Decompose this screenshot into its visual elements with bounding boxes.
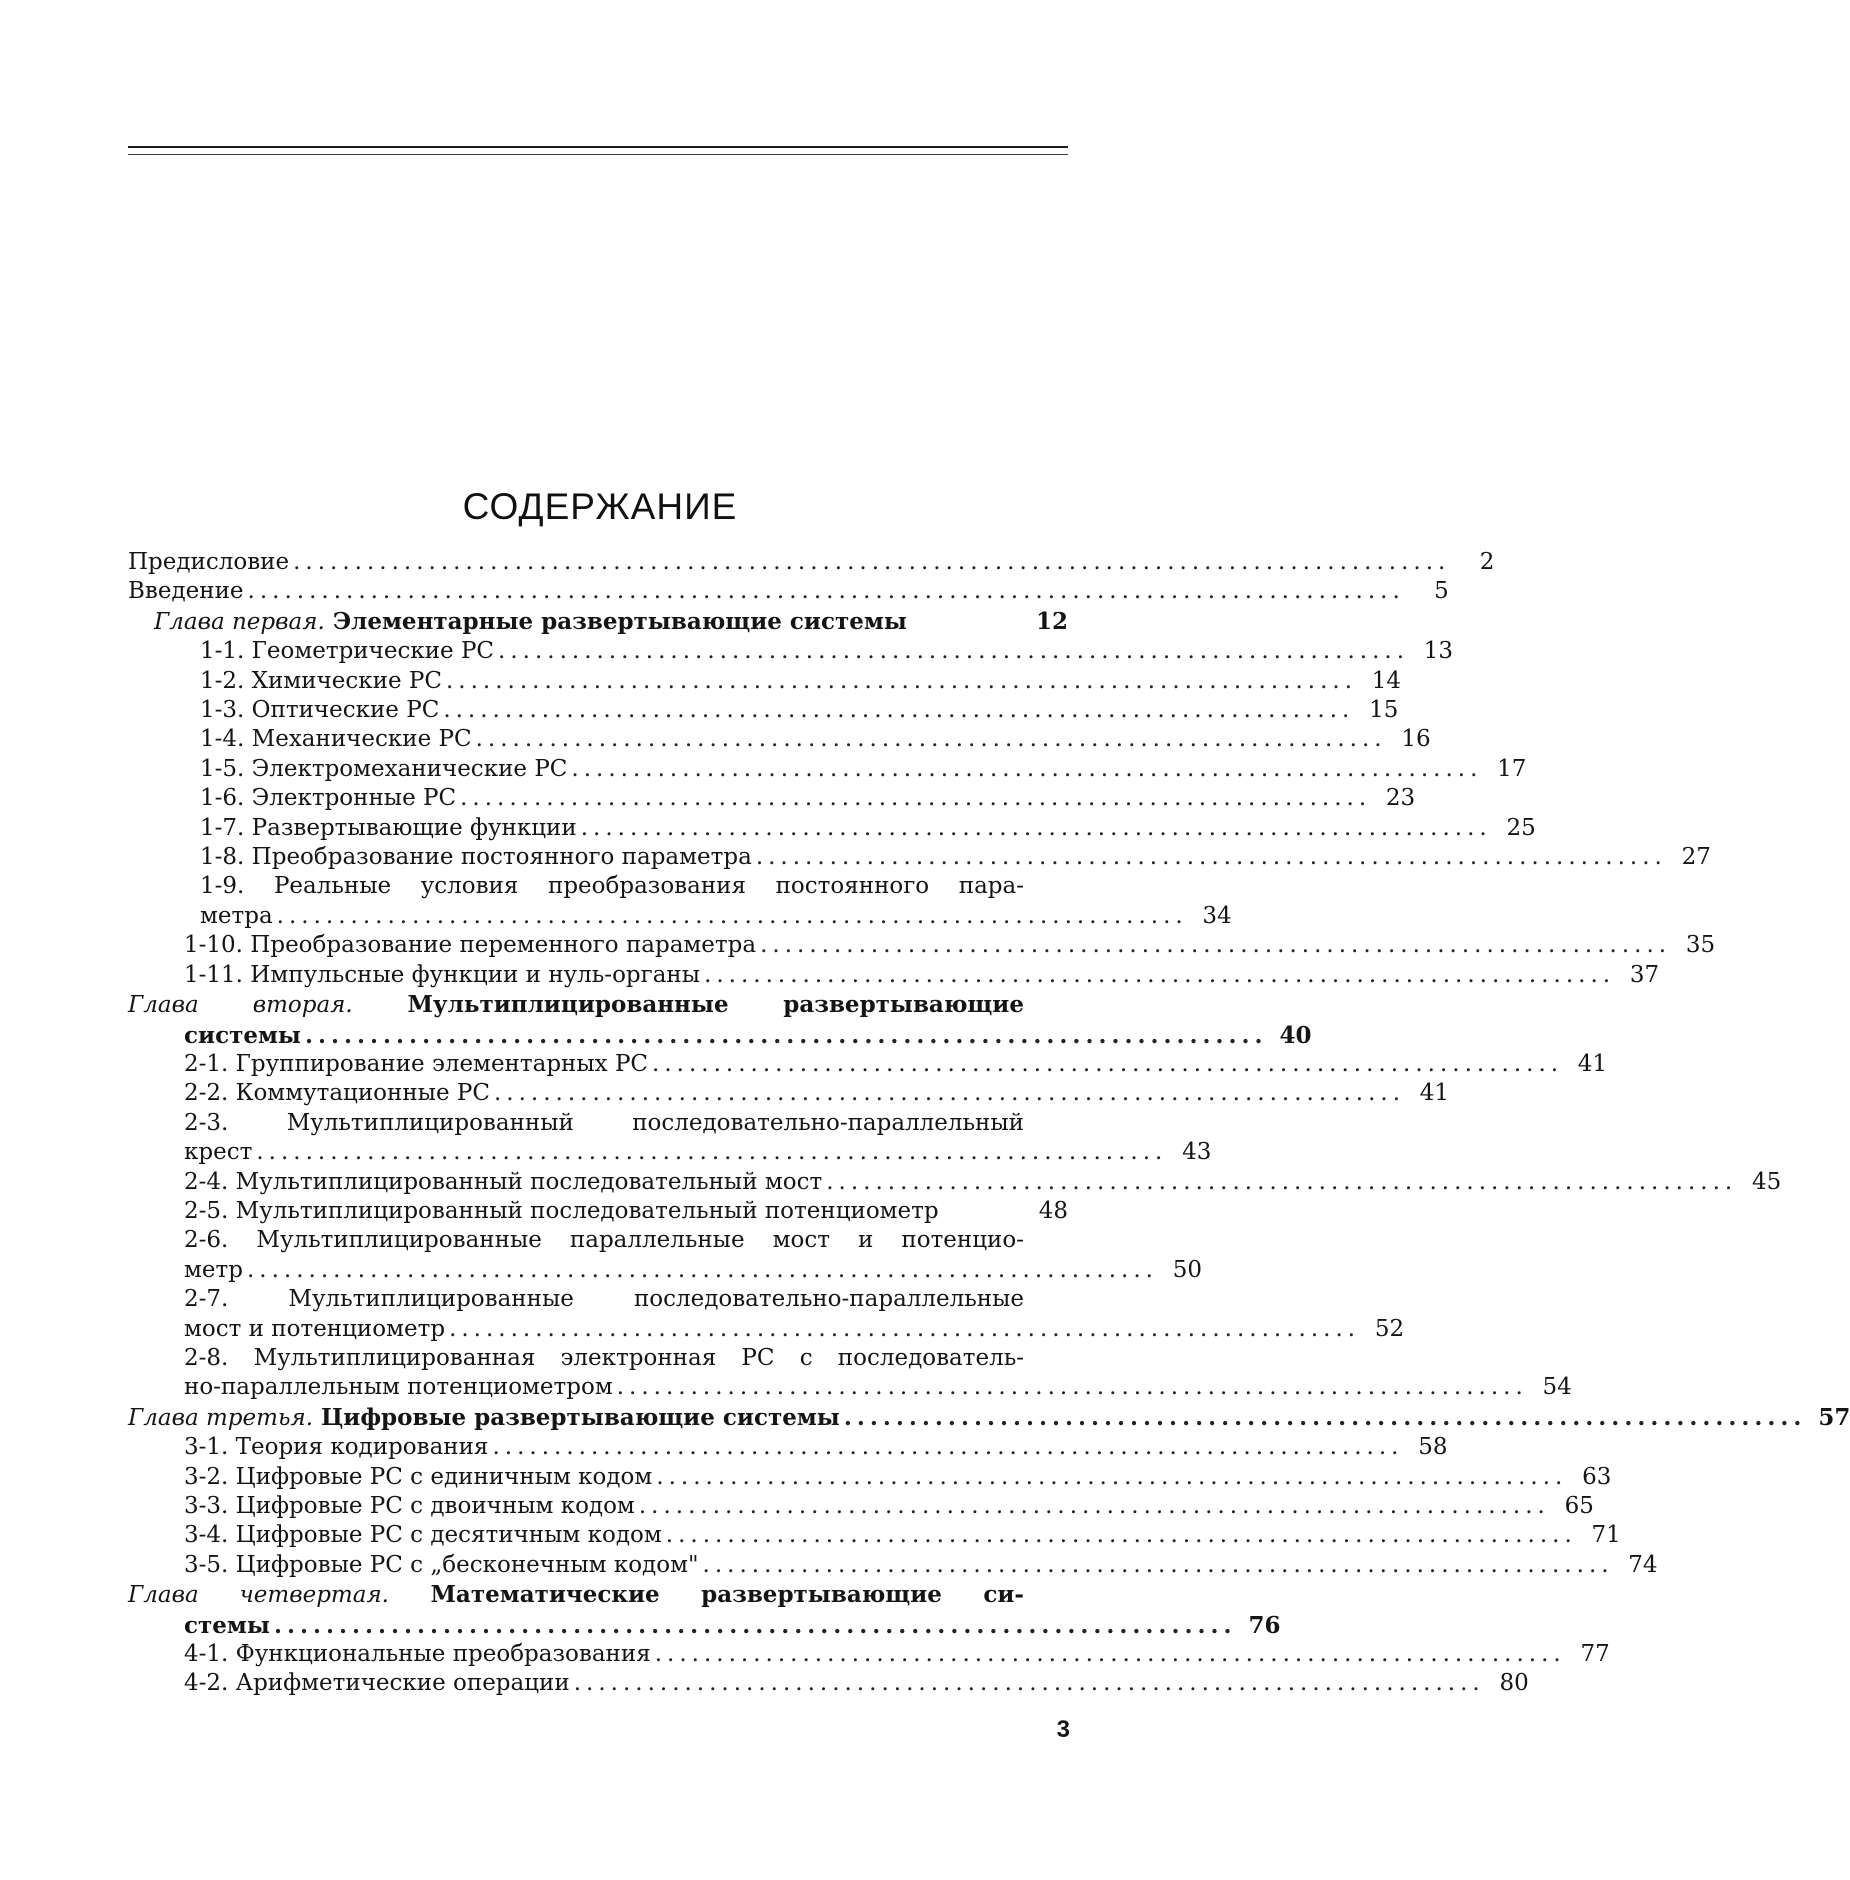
entry-title: 3-1. Теория кодирования	[184, 1433, 488, 1462]
entry-title: 2-4. Мультиплицированный последовательный мост	[184, 1168, 822, 1197]
toc-section[interactable]	[128, 755, 1068, 784]
leader-dots: ..........................................................................	[247, 1256, 1158, 1285]
toc-section-continuation[interactable]	[128, 1256, 1068, 1285]
toc-section-wrapped-line[interactable]: 2-8. Мультиплицированная электронная РС с последователь-	[128, 1344, 1068, 1373]
leader-dots: ..........................................................................	[760, 931, 1671, 960]
entry-page: 17	[1486, 755, 1526, 784]
leader-dots: ..........................................................................	[446, 667, 1357, 696]
entry-page: 43	[1171, 1138, 1211, 1167]
entry-page: 41	[1409, 1079, 1449, 1108]
leader-dots: ..........................................................................	[274, 1611, 1237, 1640]
entry-title: 4-1. Функциональные преобразования	[184, 1640, 651, 1669]
leader-dots: ..........................................................................	[449, 1315, 1360, 1344]
entry-page: 45	[1741, 1168, 1781, 1197]
leader-dots: ..........................................................................	[652, 1050, 1563, 1079]
entry-page: 14	[1361, 667, 1401, 696]
toc-entry-preface[interactable]	[128, 548, 1068, 577]
entry-title: 4-2. Арифметические операции	[184, 1669, 570, 1698]
leader-dots: ..............................................................................................	[293, 548, 1450, 577]
toc-section[interactable]	[128, 1551, 1068, 1580]
entry-title: 1-10. Преобразование переменного параметра	[184, 931, 756, 960]
chapter-title: Цифровые развертывающие системы	[321, 1404, 840, 1431]
entry-title: 1-6. Электронные РС	[200, 784, 456, 813]
leader-dots: ..........................................................................	[703, 1551, 1614, 1580]
toc-section-continuation[interactable]	[128, 902, 1068, 931]
entry-page: 25	[1496, 814, 1536, 843]
toc-section[interactable]	[128, 1079, 1068, 1108]
leader-dots: ..........................................................................	[844, 1403, 1807, 1432]
entry-title: 3-4. Цифровые РС с десятичным кодом	[184, 1521, 662, 1550]
entry-page: 57	[1810, 1403, 1850, 1432]
entry-title: 3-3. Цифровые РС с двоичным кодом	[184, 1492, 635, 1521]
toc-chapter-1[interactable]	[128, 607, 1068, 637]
entry-title: крест	[184, 1138, 252, 1167]
entry-title: 1-5. Электромеханические РС	[200, 755, 567, 784]
toc-section[interactable]	[128, 696, 1068, 725]
toc-section[interactable]	[128, 843, 1068, 872]
entry-title: Предисловие	[128, 548, 289, 577]
toc-chapter-4[interactable]	[128, 1611, 1068, 1640]
leader-dots: ..........................................................................	[756, 843, 1667, 872]
entry-title: метр	[184, 1256, 243, 1285]
leader-dots: ..........................................................................	[256, 1138, 1167, 1167]
entry-title: Введение	[128, 577, 244, 606]
chapter-label: Глава третья.	[128, 1405, 313, 1431]
leader-dots: ..........................................................................	[704, 961, 1615, 990]
entry-page: 5	[1409, 577, 1449, 606]
entry-page: 54	[1532, 1373, 1572, 1402]
entry-title: 1-1. Геометрические РС	[200, 637, 494, 666]
toc-section[interactable]	[128, 1640, 1068, 1669]
entry-title: 2-1. Группирование элементарных РС	[184, 1050, 648, 1079]
entry-title: 1-8. Преобразование постоянного параметра	[200, 843, 752, 872]
toc-section[interactable]	[128, 1492, 1068, 1521]
leader-dots: ..........................................................................	[476, 725, 1387, 754]
leader-dots: ..........................................................................	[656, 1463, 1567, 1492]
entry-page: 63	[1571, 1463, 1611, 1492]
entry-page: 12	[1028, 607, 1068, 636]
entry-title: 1-7. Развертывающие функции	[200, 814, 577, 843]
page-title: СОДЕРЖАНИЕ	[0, 486, 1200, 528]
entry-page: 80	[1489, 1669, 1529, 1698]
toc-section-continuation[interactable]	[128, 1138, 1068, 1167]
entry-title: мост и потенциометр	[184, 1315, 445, 1344]
entry-title: 1-11. Импульсные функции и нуль-органы	[184, 961, 700, 990]
toc-section-wrapped-line[interactable]: 2-3. Мультиплицированный последовательно-параллельный	[128, 1109, 1068, 1138]
leader-dots: ..............................................................................................	[248, 577, 1405, 606]
toc-section-wrapped-line[interactable]: 1-9. Реальные условия преобразования постоянного пара-	[128, 872, 1068, 901]
toc-entry-introduction[interactable]	[128, 577, 1068, 606]
entry-page: 48	[1028, 1197, 1068, 1226]
entry-page: 74	[1618, 1551, 1658, 1580]
page-number: 3	[1057, 1716, 1070, 1744]
leader-dots: ..........................................................................	[574, 1669, 1485, 1698]
toc-section[interactable]	[128, 1433, 1068, 1462]
top-rule	[128, 146, 1068, 148]
chapter-title-cont: стемы	[184, 1611, 270, 1640]
leader-dots: ..........................................................................	[494, 1079, 1405, 1108]
chapter-label: Глава первая.	[154, 609, 325, 635]
chapter-title: Математические развертывающие си-	[430, 1581, 1024, 1608]
toc-section[interactable]	[128, 1197, 1068, 1226]
leader-dots: ..........................................................................	[460, 784, 1371, 813]
toc-section[interactable]	[128, 1168, 1068, 1197]
entry-page: 52	[1364, 1315, 1404, 1344]
toc-section-continuation[interactable]	[128, 1373, 1068, 1402]
chapter-label: Глава вторая.	[128, 992, 353, 1018]
toc-section[interactable]	[128, 784, 1068, 813]
toc-section-wrapped-line[interactable]: 2-7. Мультиплицированные последовательно-параллельные	[128, 1285, 1068, 1314]
entry-page: 37	[1619, 961, 1659, 990]
toc-chapter-4-line1[interactable]	[128, 1580, 1068, 1610]
entry-title: 3-5. Цифровые РС с „бесконечным кодом"	[184, 1551, 699, 1580]
toc-chapter-3[interactable]	[128, 1403, 1068, 1433]
entry-page: 35	[1675, 931, 1715, 960]
toc-chapter-2-line1[interactable]	[128, 990, 1068, 1020]
entry-page: 71	[1581, 1521, 1621, 1550]
entry-page: 41	[1567, 1050, 1607, 1079]
leader-dots: ..........................................................................	[639, 1492, 1550, 1521]
toc-section[interactable]	[128, 667, 1068, 696]
leader-dots: ..........................................................................	[492, 1433, 1403, 1462]
leader-dots: ..........................................................................	[498, 637, 1409, 666]
entry-title: 2-2. Коммутационные РС	[184, 1079, 490, 1108]
toc-section[interactable]	[128, 814, 1068, 843]
toc-section[interactable]	[128, 725, 1068, 754]
chapter-label: Глава четвертая.	[128, 1582, 389, 1608]
leader-dots: ..........................................................................	[443, 696, 1354, 725]
toc-section[interactable]	[128, 1669, 1068, 1698]
toc-section[interactable]	[128, 1050, 1068, 1079]
leader-dots: ..........................................................................	[826, 1168, 1737, 1197]
entry-title: метра	[200, 902, 273, 931]
entry-title: 1-3. Оптические РС	[200, 696, 439, 725]
toc-section-continuation[interactable]	[128, 1315, 1068, 1344]
entry-title: но-параллельным потенциометром	[184, 1373, 613, 1402]
entry-page: 16	[1391, 725, 1431, 754]
toc-section[interactable]	[128, 1521, 1068, 1550]
entry-page: 2	[1454, 548, 1494, 577]
entry-page: 23	[1375, 784, 1415, 813]
entry-title: 1-2. Химические РС	[200, 667, 442, 696]
chapter-title: Элементарные развертывающие системы	[333, 608, 907, 635]
leader-dots: ..........................................................................	[581, 814, 1492, 843]
entry-page: 65	[1554, 1492, 1594, 1521]
toc-section[interactable]	[128, 1463, 1068, 1492]
leader-dots: ..........................................................................	[666, 1521, 1577, 1550]
entry-page: 76	[1240, 1611, 1280, 1640]
chapter-title-cont: системы	[184, 1021, 301, 1050]
toc-section[interactable]	[128, 637, 1068, 666]
top-rule-thin	[128, 154, 1068, 155]
entry-page: 27	[1671, 843, 1711, 872]
chapter-title: Мультиплицированные развертывающие	[407, 991, 1024, 1018]
entry-title: 2-5. Мультиплицированный последовательный потенциометр	[184, 1197, 939, 1226]
leader-dots: ..........................................................................	[277, 902, 1188, 931]
entry-page: 34	[1192, 902, 1232, 931]
entry-page: 15	[1358, 696, 1398, 725]
entry-title: 3-2. Цифровые РС с единичным кодом	[184, 1463, 652, 1492]
toc-section[interactable]	[128, 961, 1068, 990]
toc-chapter-2[interactable]	[128, 1021, 1068, 1050]
entry-title: 1-4. Механические РС	[200, 725, 472, 754]
toc-section-wrapped-line[interactable]: 2-6. Мультиплицированные параллельные мост и потенцио-	[128, 1226, 1068, 1255]
leader-dots: ..........................................................................	[305, 1021, 1268, 1050]
entry-page: 40	[1272, 1021, 1312, 1050]
leader-dots: ..........................................................................	[655, 1640, 1566, 1669]
entry-page: 13	[1413, 637, 1453, 666]
entry-page: 77	[1570, 1640, 1610, 1669]
leader-dots: ..........................................................................	[571, 755, 1482, 784]
entry-page: 50	[1162, 1256, 1202, 1285]
table-of-contents	[128, 548, 1068, 1699]
entry-page: 58	[1407, 1433, 1447, 1462]
toc-section[interactable]	[128, 931, 1068, 960]
leader-dots: ..........................................................................	[617, 1373, 1528, 1402]
